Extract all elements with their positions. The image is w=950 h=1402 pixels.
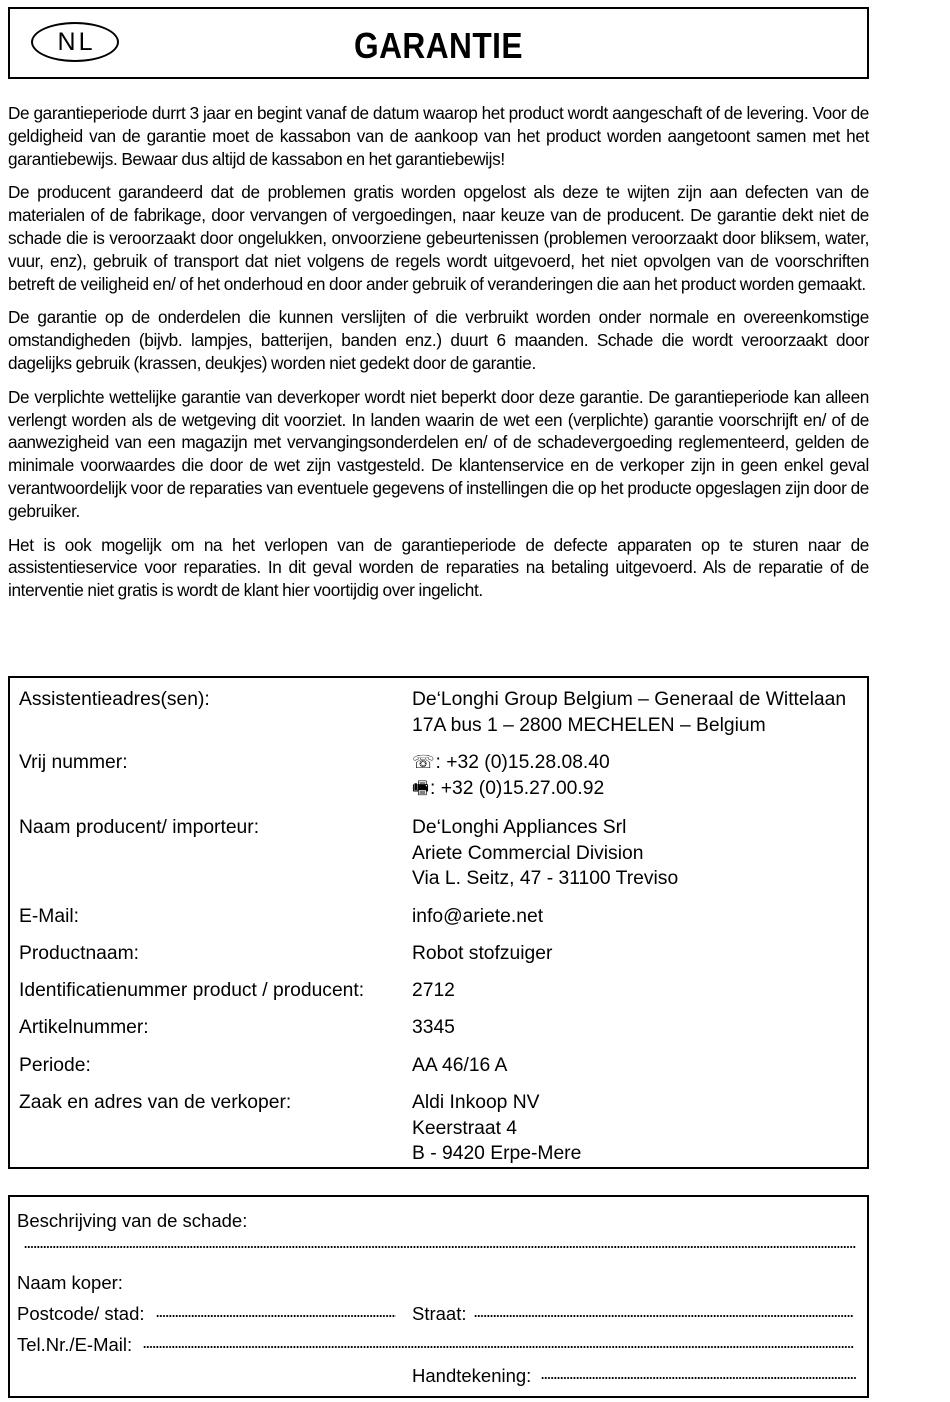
period-value: AA 46/16 A: [412, 1055, 508, 1076]
free-number-value: [412, 750, 610, 801]
street-label: Straat:: [412, 1303, 467, 1324]
phone-icon: ☏: [412, 752, 435, 772]
phone-number: : +32 (0)15.28.08.40: [435, 752, 610, 773]
producer-value: [412, 815, 678, 892]
paragraph-period: De garantieperiode durrt 3 jaar en begint vanaf de datum waarop het product wordt aangeschaft of de levering. Voor de geldigheid van de garantie moet de kassabon van de aankoop van het product worden aangetoont samen met het garantiebewijs. Bewaar dus altijd de kassabon en het garantiebewijs!: [8, 103, 869, 169]
assistance-label: Assistentieadres(sen):: [19, 689, 210, 710]
paragraph-coverage: De producent garandeerd dat de problemen gratis worden opgelost als deze te wijten zijn aan defecten van de materialen of de fabrikage, door vervangen of vergoedingen, naar keuze van de producent. De garantie dekt niet de schade die is veroorzaakt door ongelukken, onvoorziene gebeurtenissen (problemen veroorzaakt door bliksem, water, vuur, enz), gebruik of transport dat niet volgens de regels wordt uitgevoerd, het niet opvolgen van de voorschriften betreft de veiligheid en/ of het onderhoud en door ander gebruik of veranderingen die aan het product worden gemaakt.: [8, 182, 869, 294]
seller-label: Zaak en adres van de verkoper:: [19, 1092, 292, 1113]
header-box: [8, 7, 869, 79]
damage-description-field[interactable]: [24, 1246, 856, 1248]
product-name-value: Robot stofzuiger: [412, 943, 553, 964]
damage-description-label: Beschrijving van de schade:: [17, 1210, 248, 1231]
signature-label: Handtekening:: [412, 1365, 532, 1386]
warranty-text: [8, 102, 869, 602]
paragraph-wear-parts: De garantie op de onderdelen die kunnen verslijten of die verbruikt worden onder normale en overeenkomstige omstandigheden (bijvb. lampjes, batterijen, banden enz.) duurt 6 maanden. Schade die wordt veroorzaakt door dagelijks gebruik (krassen, deukjes) worden niet gedekt door de garantie.: [8, 307, 869, 373]
seller-value: [412, 1090, 581, 1167]
producer-label: Naam producent/ importeur:: [19, 817, 260, 838]
language-badge: NL: [31, 22, 119, 62]
postcode-field[interactable]: [156, 1315, 396, 1317]
free-number-label: Vrij nummer:: [19, 752, 128, 773]
damage-form-box: [8, 1195, 869, 1398]
seller-line-3: B - 9420 Erpe-Mere: [412, 1143, 582, 1164]
paragraph-after-period: Het is ook mogelijk om na het verlopen van de garantieperiode de defecte apparaten op te sturen naar de assistentieservice voor reparaties. In dit geval worden de reparaties na betaling uitgevoerd. Als de reparatie of de interventie niet gratis is wordt de klant hier voortijdig over ingelicht.: [8, 534, 869, 601]
producer-line-1: De‘Longhi Appliances Srl: [412, 817, 627, 838]
identification-label: Identificatienummer product / producent:: [19, 980, 365, 1001]
email-label: E-Mail:: [19, 906, 79, 927]
assistance-line-1: De‘Longhi Group Belgium – Generaal de Wittelaan: [412, 689, 847, 710]
phone-line: [412, 750, 610, 776]
assistance-value: [412, 687, 846, 738]
tel-email-label: Tel.Nr./E-Mail:: [17, 1334, 133, 1355]
fax-number: : +32 (0)15.27.00.92: [430, 777, 605, 799]
article-number-value: 3345: [412, 1017, 455, 1038]
seller-line-1: Aldi Inkoop NV: [412, 1092, 540, 1113]
email-value: info@ariete.net: [412, 906, 544, 927]
fax-line: [412, 776, 610, 802]
article-number-label: Artikelnummer:: [19, 1017, 149, 1038]
street-field[interactable]: [474, 1315, 854, 1317]
contact-info-box: [8, 676, 869, 1169]
postcode-label: Postcode/ stad:: [17, 1303, 145, 1324]
producer-line-3: Via L. Seitz, 47 - 31100 Treviso: [412, 868, 679, 889]
signature-field[interactable]: [541, 1377, 856, 1379]
tel-email-field[interactable]: [143, 1346, 854, 1348]
assistance-line-2: 17A bus 1 – 2800 MECHELEN – Belgium: [412, 714, 766, 736]
identification-value: 2712: [412, 980, 455, 1001]
product-name-label: Productnaam:: [19, 943, 140, 964]
fax-icon: 🖷: [412, 777, 429, 798]
buyer-name-label: Naam koper:: [17, 1272, 123, 1293]
period-label: Periode:: [19, 1055, 91, 1076]
producer-line-2: Ariete Commercial Division: [412, 842, 644, 864]
page-title: GARANTIE: [354, 25, 523, 66]
warranty-page: [8, 7, 869, 1386]
seller-line-2: Keerstraat 4: [412, 1117, 518, 1139]
paragraph-legal: De verplichte wettelijke garantie van deverkoper wordt niet beperkt door deze garantie. De garantieperiode kan alleen verlengt worden als de wetgeving dit voorziet. In landen waarin de wet een (verplichte) garantie voorschrijft en/ of de aanwezigheid van een magazijn met vervangingsonderdelen en/ of de schadevergoeding reglementeerd, gelden de minimale voorwaardes die door de wet zijn vastgesteld. De klantenservice en de verkoper zijn in geen enkel geval verantwoordelijk voor de reparaties van eventuele gegevens of instellingen die op het producte opgeslagen zijn door de gebruiker.: [8, 386, 869, 521]
